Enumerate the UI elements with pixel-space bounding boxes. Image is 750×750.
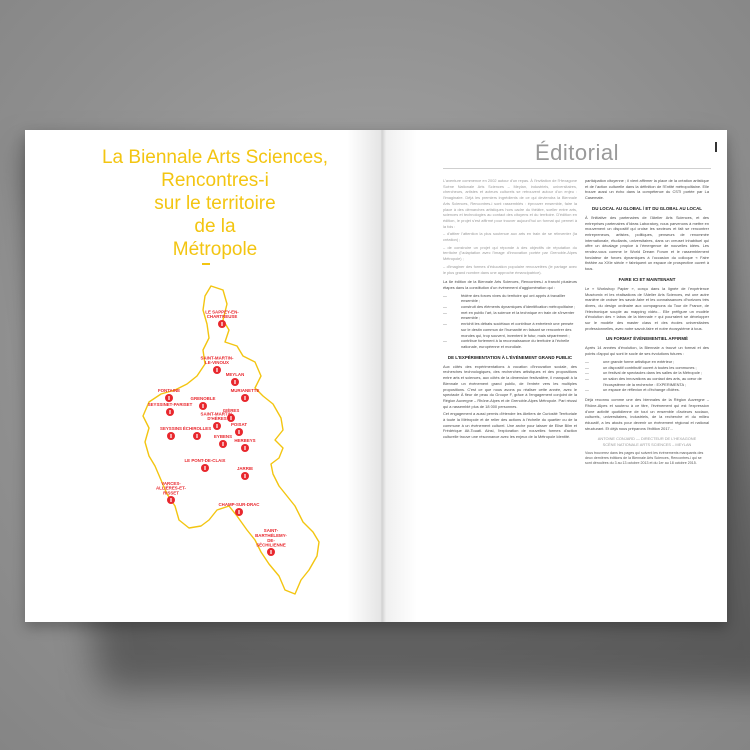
intro-paragraph: L'aventure commence en 2002 autour d'un repas. À l'invitation de l'Hexagone Scène Nationale Arts Sciences – Meylan, industriels, universitaires, chercheurs, artistes et acteurs culturels se retrouvent autour d'un enjeu : l'imaginaire. Déjà les premiers ingrédients de ce qui deviendra la Biennale Arts Sciences, Rencontres-i sont rassemblés : éprouver ensemble, faire la place à des démarches artistiques hors cadre du théâtre, sceller entre arts, sciences et technologies au contact des citoyens et du territoire. D'édition en édition, le projet s'est affirmé pour trouver aujourd'hui un format qui permet à la fois : — [443, 178, 577, 229]
editorial-page — [403, 130, 727, 622]
list-item: — met en public l'art, la science et la technique en train de s'inventer ensemble ; — [443, 309, 575, 321]
marker-glyph — [221, 322, 222, 326]
list-item: — un salon des innovations au contact des arts, au cœur de l'écosystème de la recherche : EXPERIMENTA ; — [585, 375, 702, 387]
marker-glyph — [196, 434, 197, 438]
map-label: SAINT-MARTIN-LE-VINOUX — [200, 355, 234, 366]
map-label: LE PONT-DE-CLAIX — [184, 458, 226, 463]
section-heading: DU LOCAL AU GLOBAL / ET DU GLOBAL AU LOCAL — [592, 205, 702, 211]
intro-item: – de construire un projet qui réponde à des objectifs de réputation du territoire (l'adaptation avec l'image d'innovation portée par Grenoble-Alpes Métropole) ; — [443, 244, 577, 262]
map-label: FONTAINE — [157, 388, 181, 393]
editorial-title: Éditorial — [535, 140, 619, 165]
section-heading: DE L'EXPÉRIMENTATION À L'ÉVÉNEMENT GRAND PUBLIC — [447, 354, 573, 360]
list-item: — un festival de spectacles dans les salles de la Métropole ; — [585, 370, 703, 376]
list-item: — contribue fortement à la reconnaissance du territoire à l'échelle nationale, européenne et mondiale. — [443, 338, 570, 349]
section-heading: FAIRE ICI ET MAINTENANT — [618, 276, 676, 282]
map-label: SEYSSINET-PARISET — [147, 402, 193, 407]
text-column-left — [443, 178, 577, 442]
marker-glyph — [234, 380, 235, 384]
map-label: SAINT-BARTHÉLEMY-DE-SÉCHILIENNE — [255, 528, 287, 548]
metropole-map — [105, 280, 335, 610]
text-column-right — [585, 178, 709, 466]
map-label: CHAMP-SUR-DRAC — [218, 502, 260, 507]
footnote: Vous trouverez dans les pages qui suivent les événements marquants des deux dernières éditions de la Biennale Arts Sciences, Rencontres-i qui se sont déroulées du 3 au 13 octobre 2013 et du 1er au 18 octobre 2015. — [585, 450, 704, 465]
title-underline — [202, 263, 210, 265]
map-label: GRENOBLE — [190, 396, 216, 401]
marker-glyph — [169, 410, 170, 414]
map-label: GIÈRES — [222, 408, 240, 413]
marker-glyph — [168, 396, 169, 400]
marker-glyph — [238, 510, 239, 514]
marker-glyph — [202, 404, 203, 408]
paragraph: Le « Workshop Papier », conçu dans la lignée de l'expérience Muséomix et les réalisations de l'Atelier Arts Sciences, est une autre manière de croiser les savoir-faire et les connaissances d'horizons très divers, du design ordinaire aux compagnons du Tour de France, de l'électronique souple au mapping vidéo... Elle préfigure un modèle d'évolution des « labos de la biennale » qui pourraient se développer sur le modèle des master class et des écoles universitaires professionnelles, avec notre savoir-faire et notre écosystème à tous. — [585, 285, 709, 331]
intro-item: – d'attirer l'attention la plus soutenue aux arts en train de se réinventer (la création) ; — [443, 231, 577, 243]
map-label: ÉCHIROLLES — [182, 426, 212, 431]
list-item: — un espace de réflexion et d'échange d'idées. — [585, 387, 680, 393]
map-label: MEYLAN — [225, 372, 245, 377]
map-label: HERBEYS — [234, 438, 256, 443]
marker-glyph — [170, 434, 171, 438]
map-label: MURIANETTE — [230, 388, 260, 393]
paragraph: Cet engagement a aussi permis d'étendre les Ateliers de Curiosité Territoriale à toute la Métropole et de relier des actions à l'échelle du quartier ou de la commune à un événement culturel. Une arche pour laisser de Elise Bilm et Frédérique Ait-Touati. Ainsi, l'exploration de nouvelles formes d'action culturelle trouve une résonnance avec les enjeux de la Métropole Identité. — [443, 411, 577, 440]
list-item: — construit des éléments dynamiques d'identification métropolitaine ; — [443, 304, 576, 310]
paragraph: À l'initiative des partenaires de l'Atelier Arts Sciences, et des entreprises partenaires d'Ideas Laboratory, nous parvenons à mettre en mouvement un dispositif qui croise les secteurs et fait se rencontrer entrepreneurs, artistes, politiques, penseurs de renommée internationale, étudiants, universitaires, dans un creuset inhabituel qui offre un décalage propice à l'émergence de nouvelles idées. Les rendez-vous comme le World Dream Forum et le rassemblement fondateur de forces dynamiques à l'occasion du colloque « Faire théâtre au XXIe siècle » fabriquent un espace de prospective ouvert à tous. — [585, 214, 709, 272]
map-label: LE SAPPEY-EN-CHARTREUSE — [205, 309, 239, 320]
marker-glyph — [222, 442, 223, 446]
paragraph: Aux côtés des expérimentations à vocation d'innovation sociale, des recherches technologiques, des recherches artistiques et des propositions entre arts et sciences, aux côtés de la dimension festivalière, il manquait à la Biennale un événement grand public, de l'entrée vers les multiples propositions. C'est ce que nous avons pu réaliser cette année, avec le spectacle À fleur de peau du Groupe F, grâce à l'engagement conjoint de la Région Auvergne – Rhône-Alpes et de Grenoble-Alpes Métropole. Pari réussi qui a rassemblé plus de 18 000 personnes. — [443, 363, 577, 409]
intro-item: – d'imaginer des formes d'éducation populaire renouvelées (le partage avec le plus grand nombre dans une approche émancipatrice). — [443, 263, 577, 275]
map-label: VARCES-ALLIÈRES-ET-RISSET — [155, 480, 187, 496]
list-item: — enrichit les débats sociétaux et contribue à entretenir une pensée sur le destin commun de l'humanité en faisant se rencontrer des mondes qui, trop souvent, inventent le futur, mais séparément ; — [443, 321, 574, 338]
marker-glyph — [204, 466, 205, 470]
marker-glyph — [170, 498, 171, 502]
marker-glyph — [230, 416, 231, 420]
signature-org: SCÈNE NATIONALE ARTS SCIENCES – MEYLAN — [602, 442, 692, 448]
left-page-title: La Biennale Arts Sciences, Rencontres-i sur le territoire de la Métropole — [101, 147, 329, 260]
map-label: POISAT — [230, 422, 248, 427]
title-rule — [443, 168, 711, 169]
marker-glyph — [216, 424, 217, 428]
marker-glyph — [216, 368, 217, 372]
paragraph: participation citoyenne ; il vient affirmer la place de la création artistique et de l'action culturelle dans la définition de l'Entité métropolitaine. Elle trouve aussi un écho dans la compétence du CSTI portée par La Casemate. — [585, 178, 709, 201]
paragraph: La 6e édition de la Biennale Arts Sciences, Rencontres-i a franchi plusieurs étapes dans la constitution d'un événement d'agglomération qui : — [443, 279, 577, 290]
paragraph: Après 14 années d'évolution, la Biennale a trouvé un format et des points d'appui qui sont le socle de ses évolutions futures : — [585, 345, 709, 357]
booklet-spread — [25, 130, 727, 622]
list-item: — un dispositif contributif ouvert à toutes les communes ; — [585, 364, 697, 370]
map-label: SAINT-MARTIN-D'HÈRES — [200, 411, 234, 422]
section-heading: UN FORMAT ÉVÉNEMENTIEL AFFIRMÉ — [606, 336, 688, 342]
marker-glyph — [270, 550, 271, 554]
marker-glyph — [244, 396, 245, 400]
marker-glyph — [244, 446, 245, 450]
territory-outline — [143, 286, 319, 594]
signature-name: ANTOINE CONJARD — DIRECTEUR DE L'HEXAGONE — [597, 436, 697, 442]
map-label: SEYSSINS — [160, 426, 182, 431]
map-label: JARRIE — [236, 466, 254, 471]
paragraph: Déjà reconnu comme une des biennales de la Région Auvergne – Rhône-Alpes et soutenu à ce titre, l'événement qui est l'expression d'une activité quotidienne de tout un ensemble d'acteurs sociaux, culturels, universitaires, industriels, de la recherche et du milieu éducatif, a les atouts pour devenir un événement régional et national structurant. Et déjà nous préparons l'édition 2017... — [585, 397, 709, 431]
marker-glyph — [244, 474, 245, 478]
list-item: — une grande forme artistique en extérieur ; — [585, 358, 675, 364]
marker-glyph — [238, 430, 239, 434]
list-item: — fédère des forces vives du territoire qui ont appris à travailler ensemble ; — [443, 292, 566, 304]
map-label: EYBENS — [213, 434, 233, 439]
page-marker — [715, 142, 717, 152]
